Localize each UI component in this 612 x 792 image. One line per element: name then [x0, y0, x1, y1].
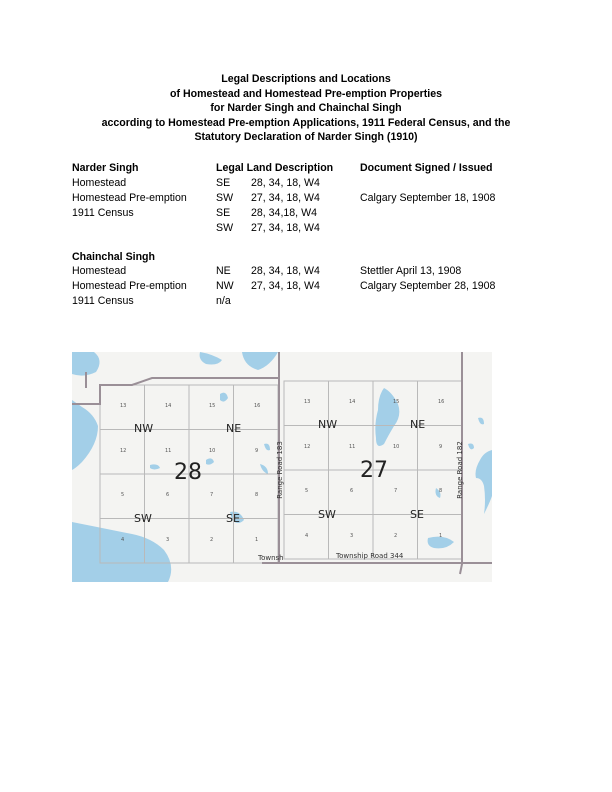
row-document: Calgary September 18, 1908 [360, 192, 496, 204]
person1-name-header: Narder Singh [72, 162, 139, 174]
person2-name-header: Chainchal Singh [72, 251, 155, 263]
lsd-number: 16 [438, 399, 445, 405]
range-road-182-label: Range Road 182 [456, 441, 464, 499]
quarter-nw-27: NW [318, 418, 338, 431]
map-labels [72, 352, 492, 582]
lsd-number: 15 [209, 403, 216, 409]
lsd-number: 12 [304, 444, 311, 450]
row-label: Homestead [72, 177, 127, 189]
quarter-sw-27: SW [318, 508, 336, 521]
lsd-number: 5 [121, 492, 125, 498]
lsd-number: 4 [305, 533, 309, 539]
row-label: 1911 Census [72, 295, 134, 307]
lsd-number: 1 [255, 537, 259, 543]
lsd-number: 9 [255, 448, 259, 454]
title-line: for Narder Singh and Chainchal Singh [210, 102, 402, 115]
row-quarter: n/a [216, 295, 231, 307]
lsd-number: 12 [120, 448, 127, 454]
row-quarter: NW [216, 280, 234, 292]
lsd-number: 10 [209, 448, 216, 454]
row-label: Homestead Pre-emption [72, 192, 187, 204]
lsd-number: 8 [439, 488, 443, 494]
title-line: Statutory Declaration of Narder Singh (1910) [194, 131, 418, 144]
lsd-number: 5 [305, 488, 309, 494]
row-description: 27, 34, 18, W4 [251, 192, 320, 204]
section-number-27: 27 [360, 458, 388, 483]
legal-description-header: Legal Land Description [216, 162, 334, 174]
row-quarter: SW [216, 192, 234, 204]
row-quarter: SE [216, 207, 231, 219]
range-road-183-label: Range Road 183 [276, 441, 284, 499]
lsd-number: 11 [165, 448, 172, 454]
lsd-number: 14 [165, 403, 172, 409]
document-title [0, 72, 612, 145]
township-road-partial-label: Townsh [258, 554, 284, 562]
lsd-number: 11 [349, 444, 356, 450]
row-label: 1911 Census [72, 207, 134, 219]
lsd-number: 4 [121, 537, 125, 543]
lsd-number: 13 [120, 403, 127, 409]
lsd-number: 3 [166, 537, 170, 543]
lsd-number: 14 [349, 399, 356, 405]
title-line: Legal Descriptions and Locations [221, 73, 391, 85]
quarter-ne-27: NE [410, 418, 426, 431]
lsd-number: 8 [255, 492, 259, 498]
lsd-number: 16 [254, 403, 261, 409]
lsd-number: 6 [350, 488, 354, 494]
row-quarter: NE [216, 265, 231, 277]
title-line: according to Homestead Pre-emption Applications, 1911 Federal Census, and the [101, 116, 511, 129]
row-description: 28, 34, 18, W4 [251, 177, 320, 189]
row-description: 27, 34, 18, W4 [251, 280, 320, 292]
title-line: of Homestead and Homestead Pre-emption Properties [170, 87, 442, 100]
row-description: 28, 34, 18, W4 [251, 265, 320, 277]
document-header: Document Signed / Issued [360, 162, 493, 174]
lsd-number: 7 [210, 492, 214, 498]
row-quarter: SE [216, 177, 231, 189]
lsd-number: 6 [166, 492, 170, 498]
quarter-ne-28: NE [226, 422, 242, 435]
lsd-number: 2 [210, 537, 214, 543]
lsd-number: 9 [439, 444, 443, 450]
row-document: Calgary September 28, 1908 [360, 280, 496, 292]
row-document: Stettler April 13, 1908 [360, 265, 462, 277]
quarter-nw-28: NW [134, 422, 154, 435]
row-quarter: SW [216, 222, 234, 234]
lsd-number: 10 [393, 444, 400, 450]
lsd-number: 3 [350, 533, 354, 539]
lsd-number: 2 [394, 533, 398, 539]
quarter-se-27: SE [410, 508, 424, 521]
row-label: Homestead Pre-emption [72, 280, 187, 292]
row-label: Homestead [72, 265, 127, 277]
land-map [72, 352, 492, 582]
lsd-number: 13 [304, 399, 311, 405]
lsd-number: 1 [439, 533, 443, 539]
quarter-se-28: SE [226, 512, 240, 525]
lsd-number: 15 [393, 399, 400, 405]
section-number-28: 28 [174, 460, 202, 485]
lsd-number: 7 [394, 488, 398, 494]
row-description: 27, 34, 18, W4 [251, 222, 320, 234]
township-road-344-label: Township Road 344 [336, 552, 404, 560]
quarter-sw-28: SW [134, 512, 152, 525]
row-description: 28, 34,18, W4 [251, 207, 317, 219]
